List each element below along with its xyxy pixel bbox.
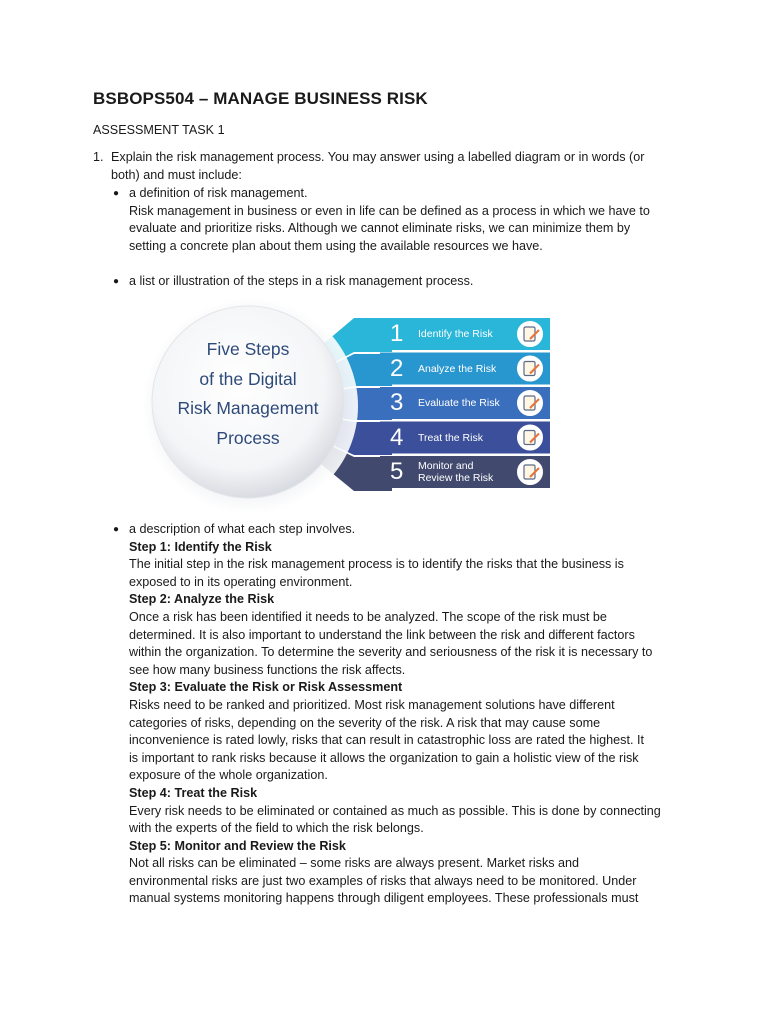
step-5-number: 5 bbox=[390, 458, 404, 485]
bullet-step-descriptions bbox=[129, 521, 685, 908]
step-1-label bbox=[418, 328, 493, 340]
diagram-title-line: of the Digital bbox=[199, 368, 297, 389]
five-steps-diagram bbox=[132, 298, 562, 513]
step-2-heading: Step 2: Analyze the Risk bbox=[129, 592, 275, 607]
clipboard-icon bbox=[524, 362, 535, 376]
question-text bbox=[111, 149, 681, 184]
step-label-line: Analyze the Risk bbox=[418, 362, 497, 375]
bullet-icon: ● bbox=[113, 524, 120, 535]
step-3-number: 3 bbox=[390, 389, 404, 416]
step-2-line: Once a risk has been identified it needs to be analyzed. The scope of the risk must be bbox=[129, 609, 607, 624]
step-5-label bbox=[418, 460, 493, 484]
bullet-icon: ● bbox=[113, 188, 120, 199]
step-2-line: see how many business functions the risk affects. bbox=[129, 662, 406, 677]
bullet-icon: ● bbox=[113, 276, 120, 287]
step-label-line: Review the Risk bbox=[418, 472, 494, 484]
step-5-heading: Step 5: Monitor and Review the Risk bbox=[129, 838, 346, 853]
clipboard-icon bbox=[524, 327, 535, 341]
diagram-title-line: Risk Management bbox=[177, 398, 319, 418]
question-line: both) and must include: bbox=[111, 167, 242, 182]
step-4-number: 4 bbox=[390, 423, 404, 451]
step-label-line: Identify the Risk bbox=[418, 328, 493, 340]
step-label-line: Monitor and bbox=[418, 460, 474, 472]
diagram-title bbox=[132, 335, 364, 453]
step-3-line: is important to rank risks because it allows the organization to gain a holistic view of the risk bbox=[129, 750, 639, 765]
step-2-line: within the organization. To determine the severity and seriousness of the risk it is necessary to bbox=[129, 645, 653, 660]
question-line: Explain the risk management process. You may answer using a labelled diagram or in words (or bbox=[111, 150, 645, 164]
step-2-number: 2 bbox=[390, 354, 404, 382]
step-1-line: exposed to in its operating environment. bbox=[129, 574, 353, 589]
clipboard-icon bbox=[524, 396, 535, 410]
clipboard-icon bbox=[524, 465, 535, 479]
answer-line: setting a concrete plan about them using the available resources we have. bbox=[129, 238, 543, 253]
step-4-label bbox=[418, 432, 483, 444]
step-1-line: The initial step in the risk management process is to identify the risks that the business is bbox=[129, 557, 624, 572]
step-5-line: Not all risks can be eliminated – some risks are always present. Market risks and bbox=[129, 856, 580, 871]
step-3-line: exposure of the whole organization. bbox=[129, 768, 328, 783]
step-3-line: categories of risks, depending on the severity of the risk. A risk that may cause some bbox=[129, 715, 601, 730]
bullet-label: a description of what each step involves. bbox=[129, 522, 356, 536]
step-label-line: Evaluate the Risk bbox=[418, 397, 500, 409]
step-2-line: determined. It is also important to understand the link between the risk and different factors bbox=[129, 627, 635, 642]
diagram-title-line: Five Steps bbox=[206, 339, 290, 359]
bullet-label: a list or illustration of the steps in a risk management process. bbox=[129, 274, 474, 288]
diagram-title-line: Process bbox=[216, 427, 280, 448]
step-4-heading: Step 4: Treat the Risk bbox=[129, 785, 258, 800]
step-4-line: with the experts of the field to which the risk belongs. bbox=[129, 821, 424, 836]
document-title: BSBOPS504 – MANAGE BUSINESS RISK bbox=[93, 89, 428, 108]
step-5-line: environmental risks are just two examples of risks that always need to be monitored. Under bbox=[129, 873, 637, 888]
step-3-line: inconvenience is rated lowly, risks that can result in catastrophic loss are rated the highest. It bbox=[129, 733, 644, 748]
step-3-heading: Step 3: Evaluate the Risk or Risk Assessment bbox=[129, 680, 403, 695]
step-1-heading: Step 1: Identify the Risk bbox=[129, 539, 272, 554]
bullet-definition bbox=[129, 185, 685, 255]
answer-line: Risk management in business or even in life can be defined as a process in which we have to bbox=[129, 203, 650, 218]
step-5-line: manual systems monitoring happens through diligent employees. These professionals must bbox=[129, 891, 639, 906]
clipboard-icon bbox=[524, 431, 535, 445]
step-3-label bbox=[418, 397, 500, 409]
bullet-label: a definition of risk management. bbox=[129, 186, 308, 200]
step-3-line: Risks need to be ranked and prioritized. Most risk management solutions have different bbox=[129, 697, 615, 712]
answer-line: evaluate and prioritize risks. Although we cannot eliminate risks, we can minimize them by bbox=[129, 221, 631, 236]
question-number: 1. bbox=[93, 150, 104, 164]
bullet-steps-list bbox=[129, 273, 685, 291]
assessment-task-heading: ASSESSMENT TASK 1 bbox=[93, 123, 225, 137]
step-label-line: Treat the Risk bbox=[418, 431, 483, 444]
step-4-line: Every risk needs to be eliminated or contained as much as possible. This is done by connecting bbox=[129, 803, 661, 818]
step-2-label bbox=[418, 363, 496, 375]
step-1-number: 1 bbox=[390, 320, 404, 347]
